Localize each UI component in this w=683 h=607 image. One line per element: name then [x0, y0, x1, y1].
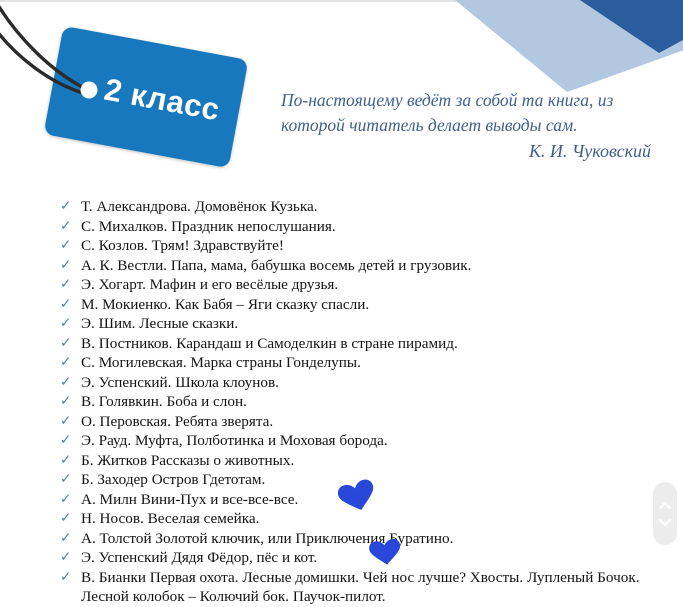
- check-icon: ✓: [60, 256, 72, 273]
- check-icon: ✓: [60, 549, 72, 565]
- book-title: М. Мокиенко. Как Бабя – Яги сказку спасли.: [81, 295, 370, 313]
- list-item: [60, 275, 645, 295]
- list-item: [60, 412, 645, 432]
- list-item: [60, 236, 645, 256]
- book-title: С. Михалков. Праздник непослушания.: [81, 217, 336, 235]
- book-title: В. Бианки Первая охота. Лесные домишки. Чей нос лучше? Хвосты. Лупленый Бочок. Лесной колобок – Колючий бок. Паучок-пилот.: [81, 568, 640, 605]
- check-icon: ✓: [60, 237, 72, 253]
- book-title: С. Могилевская. Марка страны Гонделупы.: [81, 354, 361, 371]
- check-icon: ✓: [60, 412, 72, 429]
- check-icon: ✓: [60, 373, 72, 390]
- check-icon: ✓: [60, 432, 72, 448]
- book-title: Э. Успенский Дядя Фёдор, пёс и кот.: [81, 549, 318, 566]
- check-icon: ✓: [60, 568, 72, 585]
- check-icon: ✓: [60, 315, 72, 331]
- book-title: Э. Рауд. Муфта, Полботинка и Моховая борода.: [81, 432, 388, 449]
- check-icon: ✓: [60, 217, 72, 234]
- book-list: [60, 197, 645, 607]
- list-item: [60, 295, 645, 315]
- grade-tag-label: 2 класс: [101, 71, 223, 128]
- book-title: Б. Житков Рассказы о животных.: [81, 451, 295, 469]
- check-icon: ✓: [60, 393, 72, 409]
- check-icon: ✓: [60, 354, 72, 370]
- check-icon: ✓: [60, 276, 72, 292]
- check-icon: ✓: [60, 471, 72, 487]
- book-title: Т. Александрова. Домовёнок Кузька.: [81, 198, 318, 215]
- scroll-up-button[interactable]: [656, 499, 674, 511]
- list-item: [60, 529, 645, 549]
- list-item: [60, 431, 645, 451]
- quote-block: [281, 88, 657, 162]
- book-title: Э. Успенский. Школа клоунов.: [81, 373, 279, 391]
- check-icon: ✓: [60, 198, 72, 214]
- list-item: [60, 334, 645, 354]
- chevron-down-icon: [658, 518, 672, 527]
- scroll-down-button[interactable]: [656, 516, 674, 528]
- grade-tag: [44, 26, 249, 168]
- book-title: Э. Шим. Лесные сказки.: [81, 315, 239, 332]
- check-icon: ✓: [60, 490, 72, 507]
- list-item: [60, 314, 645, 334]
- book-title: А. К. Вестли. Папа, мама, бабушка восемь детей и грузовик.: [81, 256, 472, 274]
- check-icon: ✓: [60, 295, 72, 312]
- list-item: [60, 451, 645, 471]
- book-title: Н. Носов. Веселая семейка.: [81, 510, 260, 527]
- book-title: С. Козлов. Трям! Здравствуйте!: [81, 237, 284, 254]
- book-title: А. Толстой Золотой ключик, или Приключения Буратино.: [81, 529, 454, 547]
- list-item: [60, 568, 645, 607]
- check-icon: ✓: [60, 334, 72, 351]
- book-title: А. Милн Вини-Пух и все-все-все.: [81, 490, 299, 508]
- chevron-up-icon: [658, 501, 672, 510]
- book-title: В. Голявкин. Боба и слон.: [81, 393, 247, 410]
- check-icon: ✓: [60, 451, 72, 468]
- list-item: [60, 197, 645, 217]
- check-icon: ✓: [60, 529, 72, 546]
- scroll-widget: [653, 482, 677, 545]
- list-item: [60, 217, 645, 237]
- book-title: О. Перовская. Ребята зверята.: [81, 412, 274, 430]
- book-title: В. Постников. Карандаш и Самоделкин в стране пирамид.: [81, 334, 458, 352]
- list-item: [60, 373, 645, 393]
- book-title: Б. Заходер Остров Гдетотам.: [81, 471, 266, 488]
- list-item: [60, 256, 645, 276]
- check-icon: ✓: [60, 510, 72, 526]
- list-item: [60, 353, 645, 373]
- list-item: [60, 548, 645, 568]
- book-title: Э. Хогарт. Мафин и его весёлые друзья.: [81, 276, 339, 293]
- quote-author: К. И. Чуковский: [528, 140, 651, 161]
- heart-doodle-icon: [364, 537, 406, 568]
- list-item: [60, 392, 645, 412]
- quote-text: По-настоящему ведёт за собой та книга, из которой читатель делает выводы сам.: [281, 90, 614, 135]
